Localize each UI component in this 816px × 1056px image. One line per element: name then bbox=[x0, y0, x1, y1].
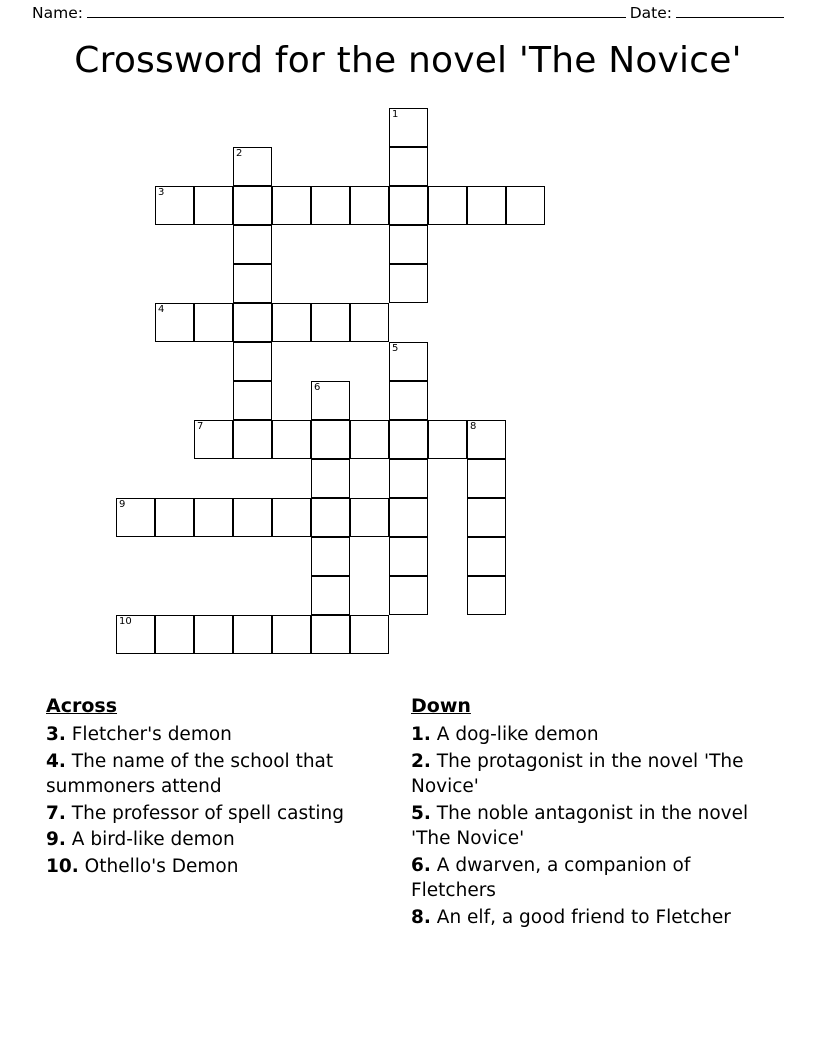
grid-cell[interactable] bbox=[428, 186, 467, 225]
grid-cell[interactable] bbox=[467, 498, 506, 537]
clue-text: The name of the school that summoners attend bbox=[46, 750, 334, 798]
grid-cell[interactable] bbox=[350, 498, 389, 537]
clue-item bbox=[411, 749, 766, 800]
grid-cell[interactable] bbox=[389, 186, 428, 225]
name-blank-rule bbox=[87, 17, 626, 18]
grid-cell-number: 8 bbox=[470, 421, 477, 432]
grid-cell-numbered-6[interactable] bbox=[311, 381, 350, 420]
grid-cell[interactable] bbox=[194, 303, 233, 342]
crossword-grid bbox=[0, 108, 816, 668]
grid-cell[interactable] bbox=[233, 342, 272, 381]
grid-cell[interactable] bbox=[389, 381, 428, 420]
grid-cell[interactable] bbox=[350, 303, 389, 342]
grid-cell[interactable] bbox=[272, 303, 311, 342]
across-heading: Across bbox=[46, 695, 118, 717]
grid-cell[interactable] bbox=[389, 498, 428, 537]
grid-cell[interactable] bbox=[233, 303, 272, 342]
grid-cell[interactable] bbox=[272, 186, 311, 225]
grid-cell-numbered-3[interactable] bbox=[155, 186, 194, 225]
grid-cell-numbered-7[interactable] bbox=[194, 420, 233, 459]
clue-text: The protagonist in the novel 'The Novice' bbox=[411, 750, 744, 798]
clue-number: 5. bbox=[411, 802, 431, 824]
clue-item bbox=[411, 853, 766, 904]
page-title: Crossword for the novel 'The Novice' bbox=[74, 40, 742, 81]
grid-cell[interactable] bbox=[311, 498, 350, 537]
grid-cell[interactable] bbox=[311, 615, 350, 654]
grid-cell[interactable] bbox=[467, 459, 506, 498]
clue-number: 3. bbox=[46, 724, 66, 745]
crossword-grid-container bbox=[0, 108, 816, 668]
grid-cell[interactable] bbox=[506, 186, 545, 225]
grid-cell[interactable] bbox=[311, 576, 350, 615]
grid-cell-numbered-5[interactable] bbox=[389, 342, 428, 381]
grid-cell[interactable] bbox=[233, 420, 272, 459]
clue-text: A bird-like demon bbox=[65, 829, 235, 851]
clues-section bbox=[46, 695, 776, 931]
down-clue-list bbox=[411, 722, 766, 930]
grid-cell[interactable] bbox=[389, 264, 428, 303]
grid-cell[interactable] bbox=[155, 498, 194, 537]
clue-number: 9. bbox=[46, 829, 66, 851]
clue-number: 1. bbox=[411, 724, 431, 745]
grid-cell-number: 7 bbox=[197, 421, 204, 432]
grid-cell[interactable] bbox=[311, 186, 350, 225]
grid-cell[interactable] bbox=[194, 498, 233, 537]
clue-item bbox=[46, 801, 401, 827]
clue-item bbox=[46, 749, 401, 800]
grid-cell[interactable] bbox=[233, 498, 272, 537]
grid-cell-number: 9 bbox=[119, 499, 126, 510]
clue-text: The professor of spell casting bbox=[65, 802, 344, 824]
across-clue-list bbox=[46, 722, 401, 879]
grid-cell-numbered-10[interactable] bbox=[116, 615, 155, 654]
grid-cell-numbered-4[interactable] bbox=[155, 303, 194, 342]
grid-cell-number: 5 bbox=[392, 343, 399, 354]
clue-text: A dwarven, a companion of Fletchers bbox=[411, 854, 691, 902]
grid-cell-number: 3 bbox=[158, 187, 165, 198]
date-blank-rule bbox=[676, 17, 784, 18]
grid-cell[interactable] bbox=[389, 459, 428, 498]
grid-cell-numbered-2[interactable] bbox=[233, 147, 272, 186]
grid-cell[interactable] bbox=[194, 615, 233, 654]
grid-cell[interactable] bbox=[233, 381, 272, 420]
date-label: Date: bbox=[629, 4, 672, 22]
grid-cell[interactable] bbox=[233, 615, 272, 654]
clue-text: Fletcher's demon bbox=[65, 724, 232, 745]
clue-text: A dog-like demon bbox=[430, 724, 599, 745]
grid-cell[interactable] bbox=[233, 264, 272, 303]
clue-item bbox=[411, 722, 766, 748]
grid-cell[interactable] bbox=[272, 498, 311, 537]
grid-cell-numbered-8[interactable] bbox=[467, 420, 506, 459]
name-label: Name: bbox=[32, 4, 83, 22]
across-clues-column bbox=[46, 695, 411, 931]
clue-item bbox=[411, 801, 766, 852]
grid-cell[interactable] bbox=[389, 537, 428, 576]
grid-cell-number: 6 bbox=[314, 382, 321, 393]
grid-cell[interactable] bbox=[155, 615, 194, 654]
clue-text: An elf, a good friend to Fletcher bbox=[430, 906, 731, 928]
grid-cell[interactable] bbox=[311, 420, 350, 459]
clue-number: 7. bbox=[46, 802, 66, 824]
grid-cell[interactable] bbox=[350, 420, 389, 459]
clue-item bbox=[46, 827, 401, 853]
clue-item bbox=[411, 905, 766, 931]
grid-cell[interactable] bbox=[233, 225, 272, 264]
grid-cell[interactable] bbox=[389, 420, 428, 459]
grid-cell-numbered-9[interactable] bbox=[116, 498, 155, 537]
grid-cell-numbered-1[interactable] bbox=[389, 108, 428, 147]
clue-text: Othello's Demon bbox=[78, 855, 239, 877]
grid-cell[interactable] bbox=[389, 576, 428, 615]
grid-cell[interactable] bbox=[311, 537, 350, 576]
grid-cell[interactable] bbox=[389, 225, 428, 264]
clue-number: 6. bbox=[411, 854, 431, 876]
grid-cell[interactable] bbox=[428, 420, 467, 459]
grid-cell-number: 1 bbox=[392, 109, 399, 120]
down-clues-column bbox=[411, 695, 776, 931]
grid-cell[interactable] bbox=[194, 186, 233, 225]
grid-cell[interactable] bbox=[350, 186, 389, 225]
grid-cell[interactable] bbox=[311, 459, 350, 498]
grid-cell[interactable] bbox=[350, 615, 389, 654]
grid-cell[interactable] bbox=[467, 537, 506, 576]
grid-cell-number: 10 bbox=[119, 616, 132, 627]
clue-item bbox=[46, 854, 401, 880]
grid-cell[interactable] bbox=[389, 147, 428, 186]
grid-cell[interactable] bbox=[272, 420, 311, 459]
clue-number: 10. bbox=[46, 855, 79, 877]
down-heading: Down bbox=[411, 695, 471, 717]
clue-item bbox=[46, 722, 401, 748]
grid-cell-number: 2 bbox=[236, 148, 243, 159]
grid-cell[interactable] bbox=[233, 186, 272, 225]
clue-number: 4. bbox=[46, 750, 66, 772]
grid-cell[interactable] bbox=[467, 576, 506, 615]
clue-number: 2. bbox=[411, 750, 431, 772]
grid-cell[interactable] bbox=[272, 615, 311, 654]
name-date-header bbox=[32, 4, 788, 22]
grid-cell-number: 4 bbox=[158, 304, 165, 315]
grid-cell[interactable] bbox=[311, 303, 350, 342]
clue-text: The noble antagonist in the novel 'The Novice' bbox=[411, 802, 749, 850]
grid-cell[interactable] bbox=[467, 186, 506, 225]
clue-number: 8. bbox=[411, 906, 431, 928]
